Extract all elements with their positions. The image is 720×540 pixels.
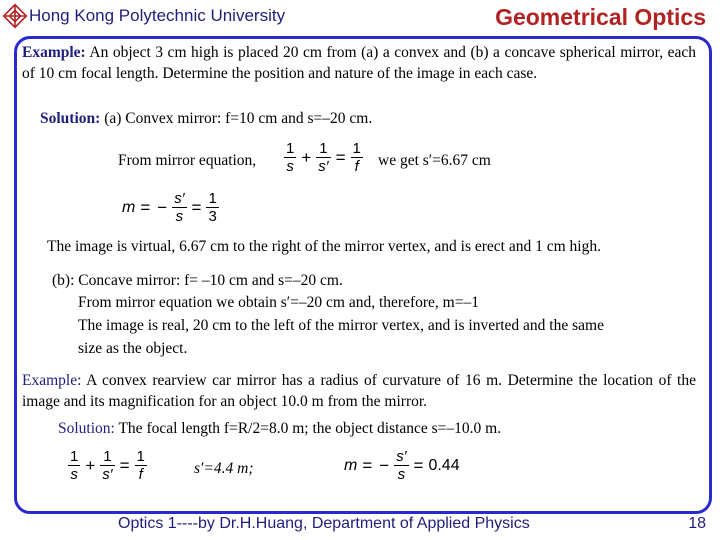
fraction-s-prime-over-s: $\frac{s'}{s}$: [396, 448, 407, 483]
example2-problem: [22, 370, 696, 412]
fraction-1-over-f: $\frac{1}{f}$: [352, 140, 361, 175]
example1-solution-line: [40, 108, 372, 130]
fraction-1-over-s-prime: $\frac{1}{s'}$: [318, 140, 329, 175]
fraction-1-over-s: $\frac{1}{s}$: [70, 448, 79, 483]
example2-text: A convex rearview car mirror has a radius of curvature of 16 m. Determine the location of the image and its magnification for an object 10.0 m from the mirror.: [22, 372, 696, 410]
part-b-image-line1: The image is real, 20 cm to the left of the mirror vertex, and is inverted and the same: [78, 317, 604, 334]
mirror-equation-1: $\frac{1}{s}$ + $\frac{1}{s'}$ = $\frac{1}{f}$: [286, 140, 361, 175]
image-a-description: The image is virtual, 6.67 cm to the right of the mirror vertex, and is erect and 1 cm high.: [47, 238, 601, 255]
mirror-eq-intro: From mirror equation,: [118, 152, 257, 169]
fraction-1-over-s-prime: $\frac{1}{s'}$: [102, 448, 113, 483]
slide-title: Geometrical Optics: [495, 4, 706, 30]
part-b-equation: From mirror equation we obtain s′=–20 cm and, therefore, m=–1: [78, 294, 479, 311]
fraction-1-over-s: $\frac{1}{s}$: [286, 140, 295, 175]
example1-text: An object 3 cm high is placed 20 cm from (a) a convex and (b) a concave spherical mirror, each of 10 cm focal length. Determine the position and nature of the image in each case.: [22, 44, 696, 82]
magnification-equation-1: m = − $\frac{s'}{s}$ = $\frac{1}{3}$: [122, 190, 217, 225]
magnification-value: 0.44: [428, 456, 460, 474]
page-number: 18: [688, 515, 706, 532]
example2-solution-label: Solution:: [58, 420, 115, 437]
fraction-1-over-3: $\frac{1}{3}$: [208, 190, 217, 225]
part-b-image-line2: size as the object.: [78, 340, 188, 357]
fraction-1-over-f: $\frac{1}{f}$: [136, 448, 145, 483]
example2-label: Example:: [22, 372, 82, 389]
fraction-s-prime-over-s: $\frac{s'}{s}$: [174, 190, 185, 225]
university-name: Hong Kong Polytechnic University: [29, 6, 286, 25]
example2-solution-text: The focal length f=R/2=8.0 m; the object distance s=–10.0 m.: [118, 420, 502, 437]
example1-label: Example:: [22, 44, 86, 61]
example1-solution-label: Solution:: [40, 110, 101, 127]
mirror-equation-2: $\frac{1}{s}$ + $\frac{1}{s'}$ = $\frac{1}{f}$: [70, 448, 145, 483]
university-logo: [2, 3, 28, 29]
footer-text: Optics 1----by Dr.H.Huang, Department of Applied Physics: [118, 515, 530, 532]
example2-result: s′=4.4 m;: [194, 460, 254, 477]
mirror-eq-result: we get s′=6.67 cm: [378, 152, 491, 169]
example1-problem: [22, 42, 696, 84]
part-b-statement: (b): Concave mirror: f= –10 cm and s=–20 cm.: [52, 272, 343, 289]
example2-solution-line: [58, 418, 501, 440]
magnification-equation-2: m = − $\frac{s'}{s}$ = 0.44: [344, 448, 460, 483]
example1-solution-a: (a) Convex mirror: f=10 cm and s=–20 cm.: [104, 110, 373, 127]
